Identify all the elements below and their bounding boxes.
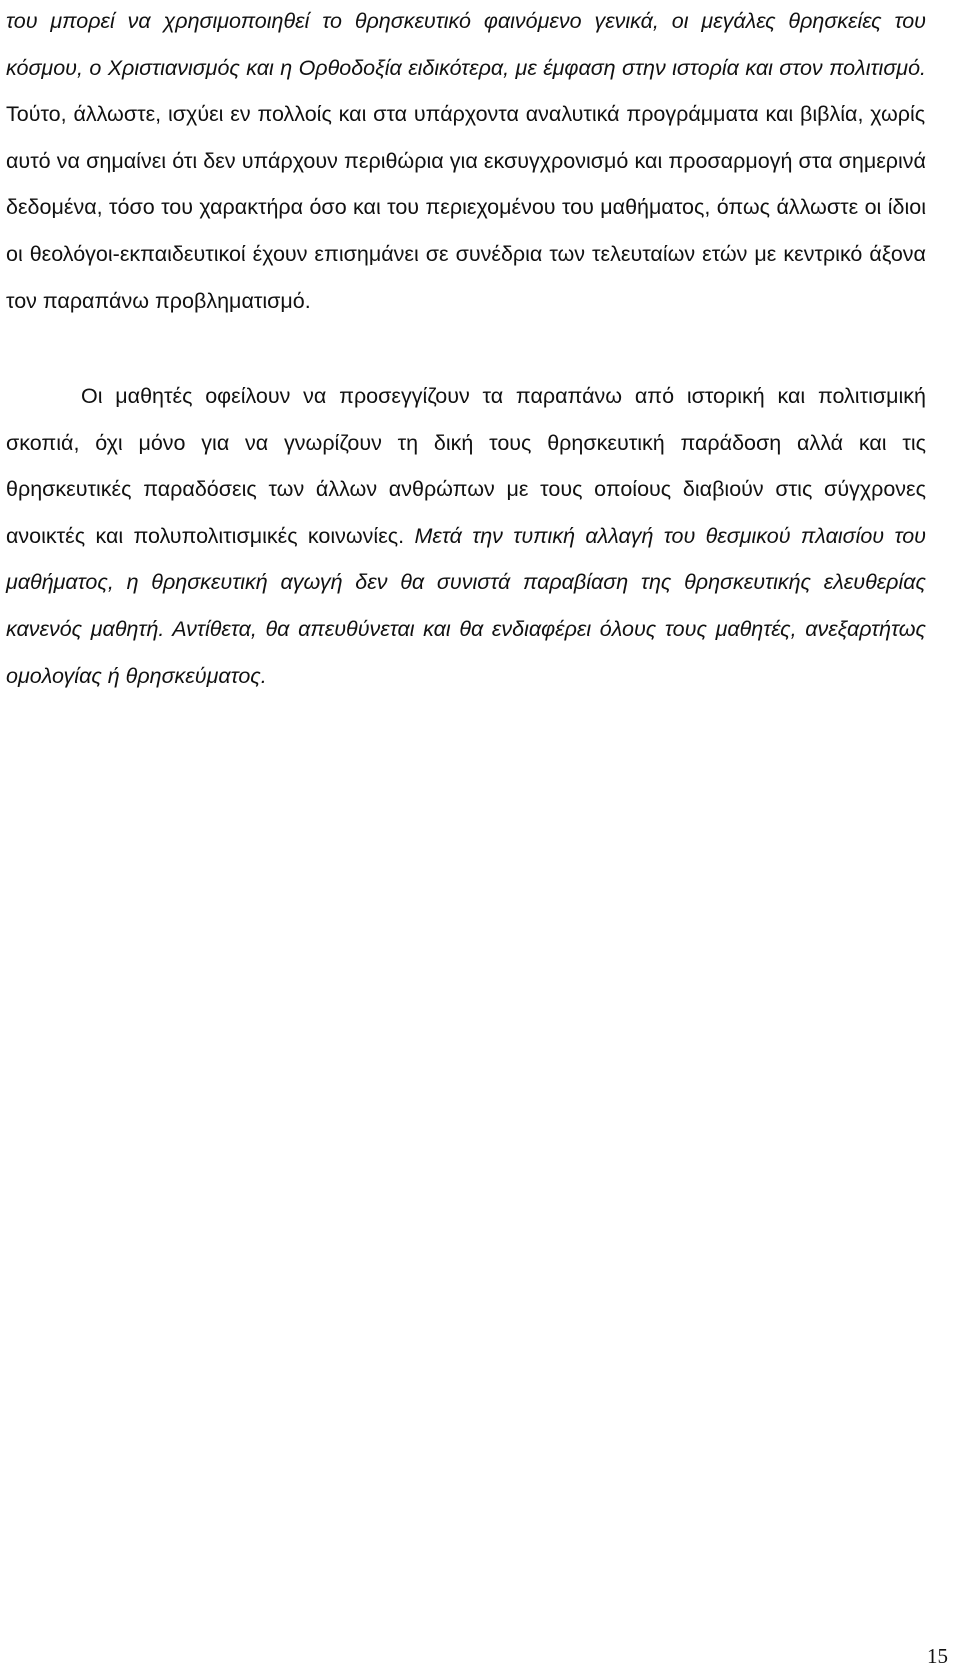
- body-text-block-2: [6, 373, 926, 699]
- paragraph-2: [6, 373, 926, 699]
- paragraph-2-italic-tail: Μετά την τυπική αλλαγή του θεσμικού πλαισίου του μαθήματος, η θρησκευτική αγωγή δεν θα συνιστά παραβίαση της θρησκευτικής ελευθερίας κανενός μαθητή. Αντίθετα, θα απευθύνεται και θα ενδιαφέρει όλους τους μαθητές, ανεξαρτήτως ομολογίας ή θρησκεύματος.: [6, 523, 926, 688]
- paragraph-1-italic-lead: του μπορεί να χρησιμοποιηθεί το θρησκευτικό φαινόμενο γενικά, οι μεγάλες θρησκείες του κόσμου, ο Χριστιανισμός και η Ορθοδοξία ειδικότερα, με έμφαση στην ιστορία και στον πολιτισμό.: [6, 9, 926, 80]
- page-number: 15: [927, 1644, 948, 1668]
- paragraph-1-text: Τούτο, άλλωστε, ισχύει εν πολλοίς και στα υπάρχοντα αναλυτικά προγράμματα και βιβλία, χωρίς αυτό να σημαίνει ότι δεν υπάρχουν περιθώρια για εκσυγχρονισμό και προσαρμογή στα σημερινά δεδομένα, τόσο του χαρακτήρα όσο και του περιεχομένου του μαθήματος, όπως άλλωστε οι ίδιοι οι θεολόγοι-εκπαιδευτικοί έχουν επισημάνει σε συνέδρια των τελευταίων ετών με κεντρικό άξονα τον παραπάνω προβληματισμό.: [6, 102, 926, 313]
- paragraph-2-text: Οι μαθητές οφείλουν να προσεγγίζουν τα παραπάνω από ιστορική και πολιτισμική σκοπιά, όχι μόνο για να γνωρίζουν τη δική τους θρησκευτική παράδοση αλλά και τις θρησκευτικές παραδόσεις των άλλων ανθρώπων με τους οποίους διαβιούν στις σύγχρονες ανοικτές και πολυπολιτισμικές κοινωνίες.: [6, 384, 926, 548]
- paragraph-1: [6, 0, 926, 324]
- body-text-block-1: [6, 0, 926, 324]
